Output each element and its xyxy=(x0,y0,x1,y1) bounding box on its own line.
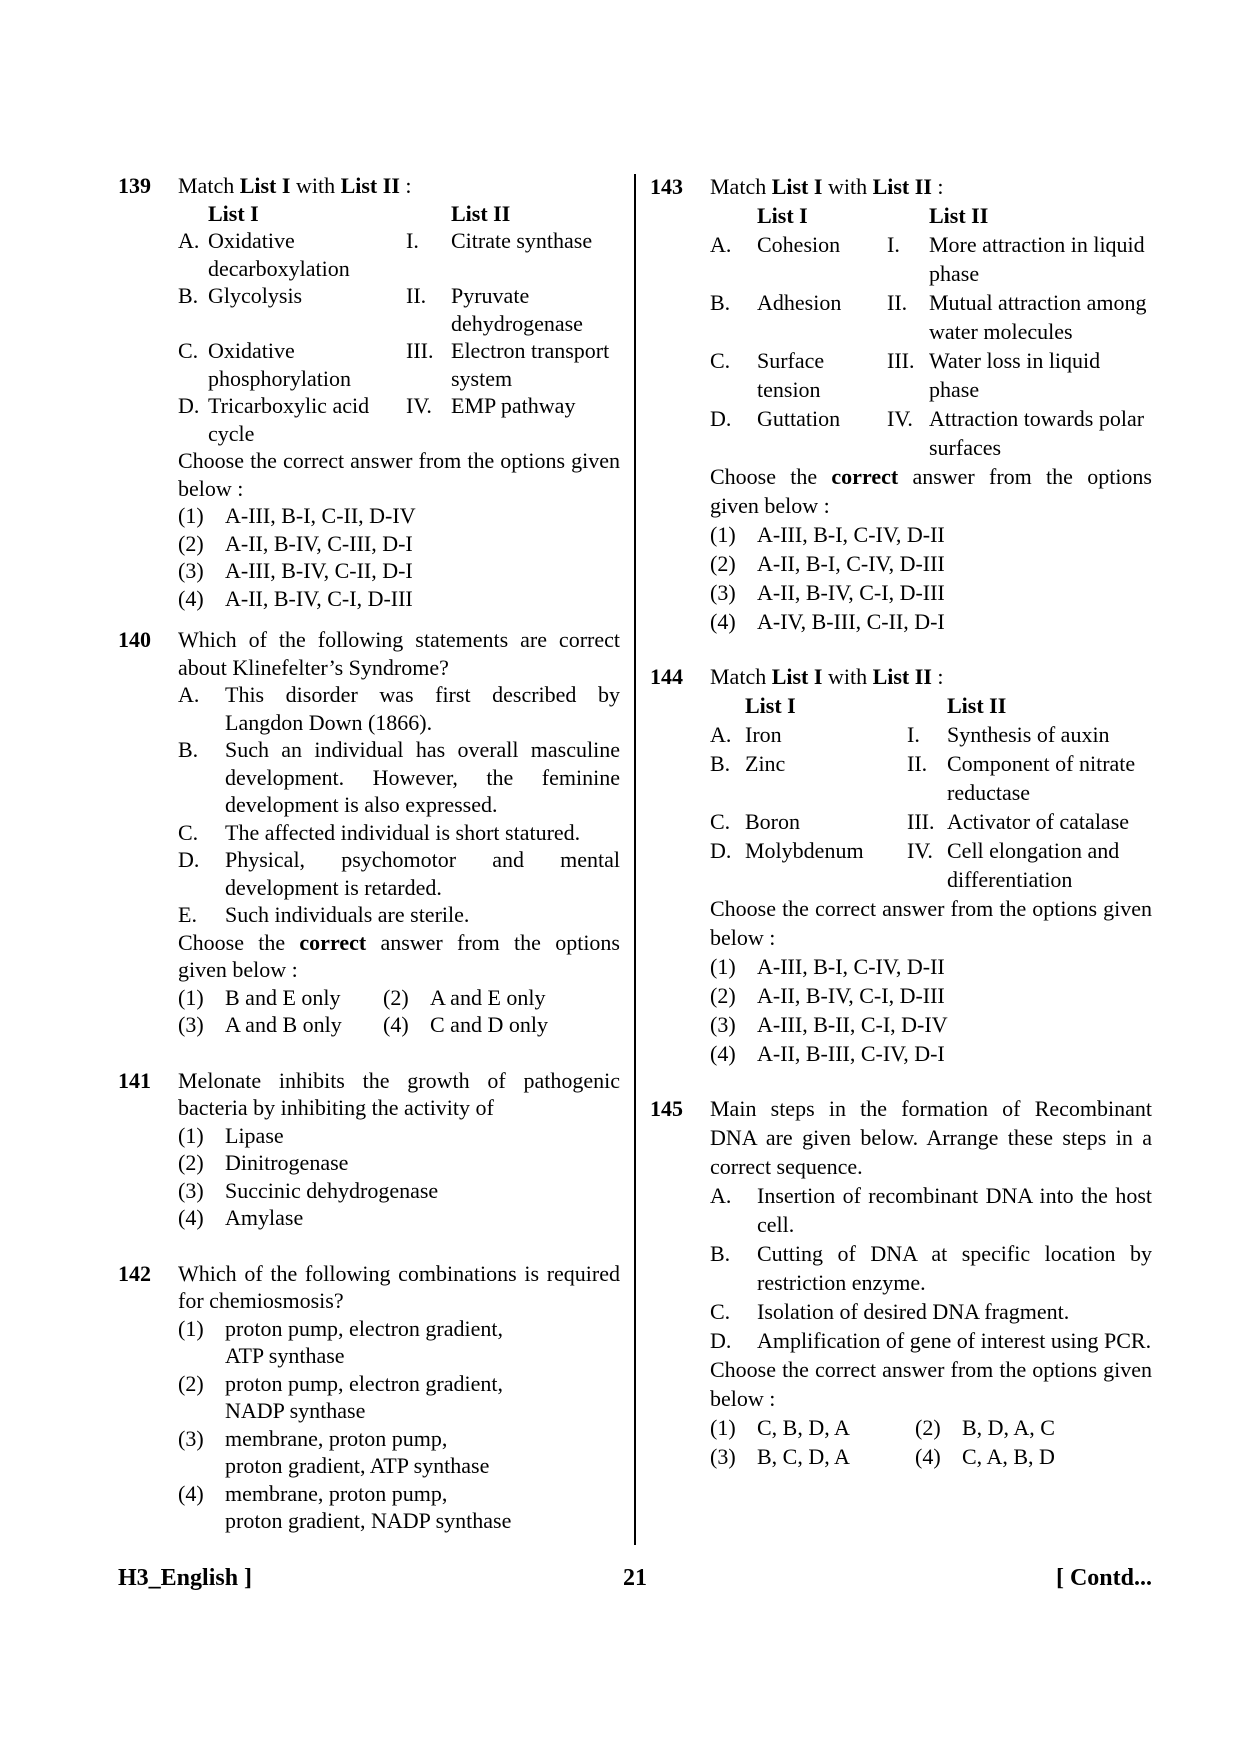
option-3: (3) A and B only xyxy=(178,1012,342,1037)
page-number: 21 xyxy=(623,1565,647,1591)
options-row xyxy=(710,1413,1152,1442)
statement-c: C. The affected individual is short statured. xyxy=(178,819,581,845)
question-141 xyxy=(118,1067,620,1232)
question-number: 144 xyxy=(650,664,683,689)
question-number: 139 xyxy=(118,173,151,198)
options-row xyxy=(710,1442,1152,1471)
list-1-header: List I xyxy=(745,693,796,718)
option-4: (4) Amylase xyxy=(178,1205,304,1230)
statement-e: E. Such individuals are sterile. xyxy=(178,902,470,927)
table-row: C. Surface tension III. Water loss in liquid phase xyxy=(710,348,1101,402)
question-stem: Which of the following statements are correct about Klinefelter’s Syndrome? xyxy=(178,627,620,680)
statement-a: A. Insertion of recombinant DNA into the host cell. xyxy=(710,1183,1152,1237)
option-2: (2) B, D, A, C xyxy=(915,1415,1055,1440)
option-3: (3) membrane, proton pump, proton gradient, ATP synthase xyxy=(178,1425,490,1478)
list-1-header: List I xyxy=(208,200,259,226)
choose-instruction: Choose the correct answer from the options given below : xyxy=(710,464,1152,518)
option-4: (4) C, A, B, D xyxy=(915,1444,1055,1469)
option-1: (1) A-III, B-I, C-II, D-IV xyxy=(178,503,416,528)
question-number: 141 xyxy=(118,1067,151,1093)
option-2: (2) A and E only xyxy=(383,984,546,1010)
footer-booklet-code: H3_English ] xyxy=(118,1565,253,1591)
options-row xyxy=(178,1011,620,1039)
options-row xyxy=(178,984,620,1012)
option-1: (1) proton pump, electron gradient, ATP synthase xyxy=(178,1315,503,1368)
table-row: B. Glycolysis II. Pyruvate dehydrogenase xyxy=(178,283,583,336)
option-2: (2) proton pump, electron gradient, NADP synthase xyxy=(178,1370,503,1423)
question-142 xyxy=(118,1260,620,1535)
option-1: (1) A-III, B-I, C-IV, D-II xyxy=(710,522,945,547)
option-4: (4) C and D only xyxy=(383,1012,548,1037)
column-divider xyxy=(634,174,636,1545)
choose-instruction: Choose the correct answer from the options given below : xyxy=(710,1357,1152,1411)
statement-b: B. Such an individual has overall masculine development. However, the feminine development is also expressed. xyxy=(178,737,620,817)
statement-b: B. Cutting of DNA at specific location by restriction enzyme. xyxy=(710,1241,1152,1295)
list-2-header: List II xyxy=(947,693,1007,718)
question-stem: Which of the following combinations is required for chemiosmosis? xyxy=(178,1260,620,1313)
option-4: (4) A-II, B-IV, C-I, D-III xyxy=(178,585,413,611)
option-2: (2) A-II, B-I, C-IV, D-III xyxy=(710,551,945,576)
question-stem: Match List I with List II : xyxy=(710,174,944,199)
table-row: B. Adhesion II. Mutual attraction among water molecules xyxy=(710,290,1147,344)
statement-d: D. Amplification of gene of interest using PCR. xyxy=(710,1328,1152,1353)
question-stem: Match List I with List II : xyxy=(710,664,944,689)
option-4: (4) membrane, proton pump, proton gradient, NADP synthase xyxy=(178,1480,512,1533)
table-row: A. Iron I. Synthesis of auxin xyxy=(710,722,1110,747)
statement-c: C. Isolation of desired DNA fragment. xyxy=(710,1299,1070,1324)
option-4: (4) A-II, B-III, C-IV, D-I xyxy=(710,1041,945,1066)
match-table xyxy=(710,201,1152,462)
choose-instruction: Choose the correct answer from the options given below : xyxy=(178,448,620,501)
option-3: (3) A-III, B-IV, C-II, D-I xyxy=(178,558,413,583)
left-column xyxy=(118,172,620,1535)
question-number: 142 xyxy=(118,1260,151,1286)
option-1: (1) C, B, D, A xyxy=(710,1415,850,1440)
table-row: A. Cohesion I. More attraction in liquid phase xyxy=(710,232,1145,286)
question-143 xyxy=(650,172,1152,636)
question-139 xyxy=(118,172,620,612)
table-row: A. Oxidative decarboxylation I. Citrate synthase xyxy=(178,228,593,281)
option-2: (2) A-II, B-IV, C-I, D-III xyxy=(710,983,945,1008)
table-row: B. Zinc II. Component of nitrate reductase xyxy=(710,751,1136,805)
question-number: 143 xyxy=(650,174,683,199)
footer-continued: [ Contd... xyxy=(1055,1565,1152,1591)
table-row: D. Molybdenum IV. Cell elongation and differentiation xyxy=(710,838,1120,892)
option-2: (2) A-II, B-IV, C-III, D-I xyxy=(178,530,413,556)
match-table xyxy=(710,691,1152,894)
table-row: D. Guttation IV. Attraction towards polar surfaces xyxy=(710,406,1145,460)
question-144 xyxy=(650,662,1152,1068)
option-3: (3) Succinic dehydrogenase xyxy=(178,1177,439,1203)
option-2: (2) Dinitrogenase xyxy=(178,1150,349,1175)
choose-instruction: Choose the correct answer from the options given below : xyxy=(178,929,620,982)
list-1-header: List I xyxy=(757,203,808,228)
option-3: (3) A-II, B-IV, C-I, D-III xyxy=(710,580,945,605)
question-stem: Main steps in the formation of Recombinant DNA are given below. Arrange these steps in a correct sequence. xyxy=(710,1096,1152,1179)
option-4: (4) A-IV, B-III, C-II, D-I xyxy=(710,609,945,634)
statement-d: D. Physical, psychomotor and mental development is retarded. xyxy=(178,847,620,900)
table-row: D. Tricarboxylic acid cycle IV. EMP pathway xyxy=(178,393,576,446)
option-1: (1) Lipase xyxy=(178,1122,284,1148)
option-3: (3) A-III, B-II, C-I, D-IV xyxy=(710,1012,948,1037)
question-number: 145 xyxy=(650,1096,683,1121)
option-1: (1) B and E only xyxy=(178,984,341,1010)
option-3: (3) B, C, D, A xyxy=(710,1444,850,1469)
statement-a: A. This disorder was first described by Langdon Down (1866). xyxy=(178,682,620,735)
question-145 xyxy=(650,1094,1152,1471)
question-140 xyxy=(118,626,620,1039)
question-number: 140 xyxy=(118,627,151,652)
right-column xyxy=(650,172,1152,1471)
table-row: C. Oxidative phosphorylation III. Electron transport system xyxy=(178,338,610,391)
choose-instruction: Choose the correct answer from the options given below : xyxy=(710,896,1152,950)
question-stem: Match List I with List II : xyxy=(178,173,412,198)
list-2-header: List II xyxy=(929,203,989,228)
list-2-header: List II xyxy=(451,200,511,226)
match-table xyxy=(178,200,620,448)
question-stem: Melonate inhibits the growth of pathogenic bacteria by inhibiting the activity of xyxy=(178,1067,620,1120)
option-1: (1) A-III, B-I, C-IV, D-II xyxy=(710,954,945,979)
table-row: C. Boron III. Activator of catalase xyxy=(710,809,1130,834)
